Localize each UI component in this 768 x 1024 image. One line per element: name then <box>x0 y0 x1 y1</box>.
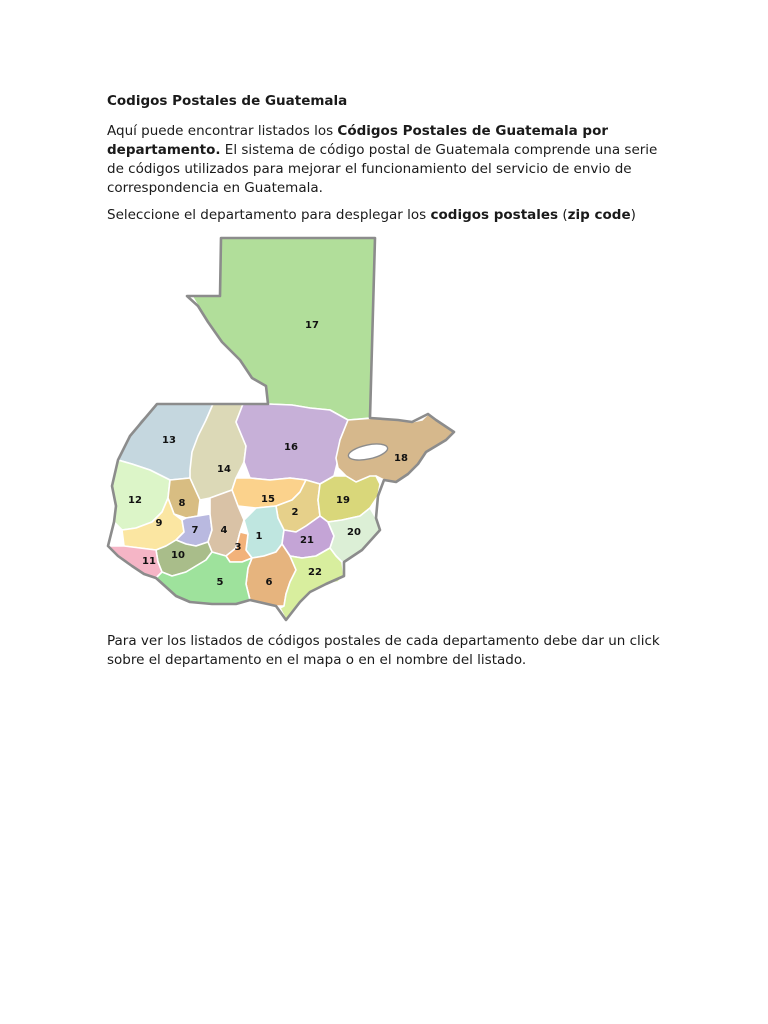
footer-paragraph: Para ver los listados de códigos postales de cada departamento debe dar un click sobre el departamento en el mapa o en el nombre del listado. <box>107 633 660 668</box>
intro-paragraph <box>107 122 667 198</box>
select-paren-open: ( <box>558 207 568 223</box>
map-svg <box>104 234 460 626</box>
department-label-1[interactable]: 1 <box>255 531 263 542</box>
intro-text: Aquí puede encontrar listados los <box>107 123 338 139</box>
department-label-11[interactable]: 11 <box>142 556 156 567</box>
intro-text-rest: El sistema de código postal de Guatemala comprende una serie de códigos utilizados para mejorar el funcionamiento del servicio de envio de correspondencia en Guatemala. <box>107 142 658 196</box>
select-paren-close: ) <box>630 207 636 223</box>
department-label-22[interactable]: 22 <box>308 567 322 578</box>
department-label-3[interactable]: 3 <box>234 542 242 553</box>
department-label-12[interactable]: 12 <box>128 495 142 506</box>
department-label-4[interactable]: 4 <box>220 525 228 536</box>
department-label-20[interactable]: 20 <box>347 527 361 538</box>
department-shapes <box>108 238 454 620</box>
department-label-5[interactable]: 5 <box>216 577 224 588</box>
guatemala-department-map <box>104 234 460 626</box>
department-label-19[interactable]: 19 <box>336 495 350 506</box>
department-label-9[interactable]: 9 <box>155 518 163 529</box>
select-bold-zip-code: zip code <box>567 207 631 223</box>
document-body <box>107 92 667 233</box>
department-label-13[interactable]: 13 <box>162 435 176 446</box>
department-label-2[interactable]: 2 <box>291 507 299 518</box>
select-instruction <box>107 206 667 225</box>
department-label-6[interactable]: 6 <box>265 577 273 588</box>
department-17[interactable] <box>187 238 375 420</box>
department-label-8[interactable]: 8 <box>178 498 186 509</box>
department-label-14[interactable]: 14 <box>217 464 231 475</box>
select-bold-postal-codes: codigos postales <box>430 207 559 223</box>
department-label-21[interactable]: 21 <box>300 535 314 546</box>
department-label-18[interactable]: 18 <box>394 453 408 464</box>
department-label-15[interactable]: 15 <box>261 494 275 505</box>
intro-bold-text: Códigos Postales de Guatemala por departamento. <box>107 123 608 158</box>
department-label-17[interactable]: 17 <box>305 320 319 331</box>
page-title: Codigos Postales de Guatemala <box>107 93 348 109</box>
department-label-7[interactable]: 7 <box>191 525 199 536</box>
footer-instruction <box>107 632 667 678</box>
select-text: Seleccione el departamento para desplegar los <box>107 207 431 223</box>
department-label-16[interactable]: 16 <box>284 442 298 453</box>
department-label-10[interactable]: 10 <box>171 550 185 561</box>
